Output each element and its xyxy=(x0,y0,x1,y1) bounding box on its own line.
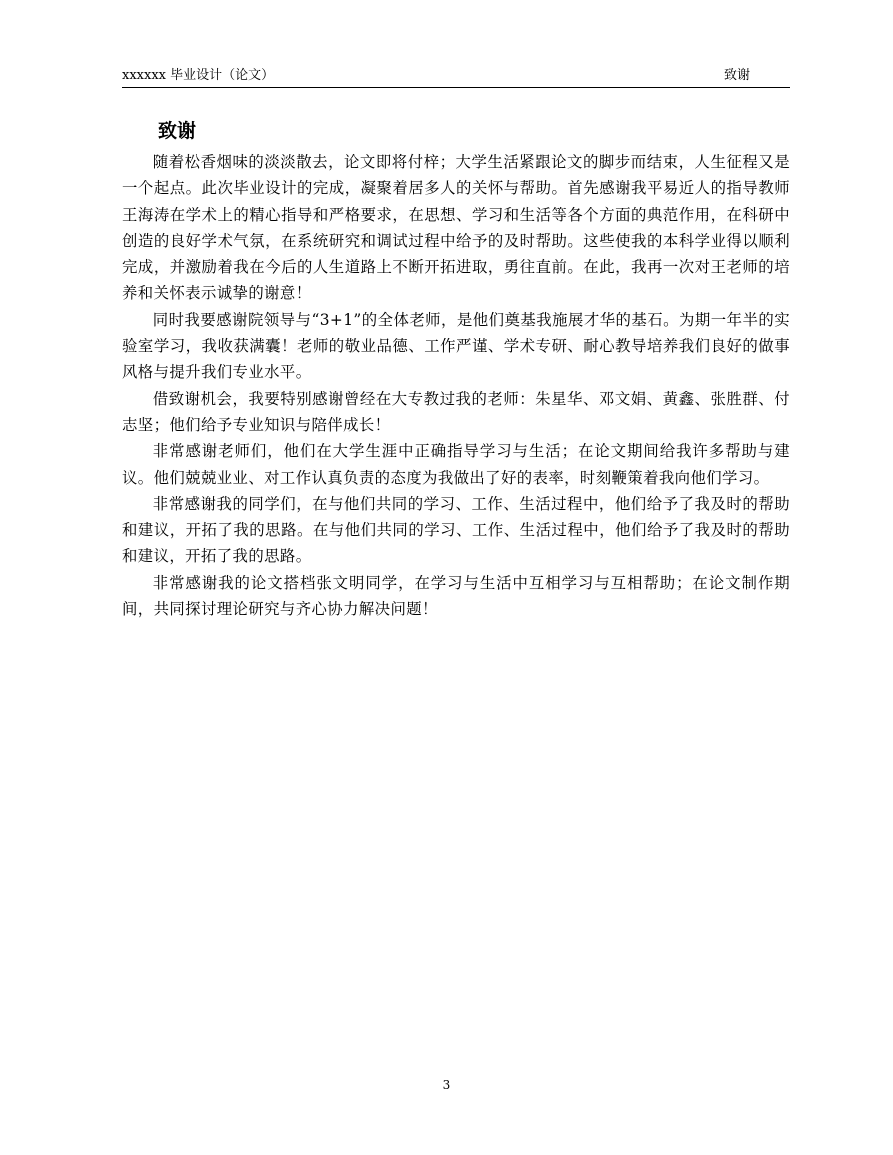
paragraph: 随着松香烟味的淡淡散去，论文即将付梓；大学生活紧跟论文的脚步而结束，人生征程又是一个起点。此次毕业设计的完成，凝聚着居多人的关怀与帮助。首先感谢我平易近人的指导教师王海涛在学术上的精心指导和严格要求，在思想、学习和生活等各个方面的典范作用，在科研中创造的良好学术气氛，在系统研究和调试过程中给予的及时帮助。这些使我的本科学业得以顺利完成，并激励着我在今后的人生道路上不断开拓进取，勇往直前。在此，我再一次对王老师的培养和关怀表示诚挚的谢意！ xyxy=(122,153,790,303)
paragraph: 非常感谢我的同学们，在与他们共同的学习、工作、生活过程中，他们给予了我及时的帮助和建议，开拓了我的思路。在与他们共同的学习、工作、生活过程中，他们给予了我及时的帮助和建议，开拓了我的思路。 xyxy=(122,494,790,566)
header-thesis-title: xxxxxx 毕业设计（论文） xyxy=(122,68,275,83)
paragraph: 非常感谢我的论文搭档张文明同学，在学习与生活中互相学习与互相帮助；在论文制作期间，共同探讨理论研究与齐心协力解决问题！ xyxy=(122,573,790,619)
header-section-title: 致谢 xyxy=(723,68,750,83)
page-number: 3 xyxy=(442,1078,451,1092)
header-rule xyxy=(122,87,790,88)
running-header xyxy=(122,66,790,86)
paragraph: 借致谢机会，我要特别感谢曾经在大专教过我的老师：朱星华、邓文娟、黄鑫、张胜群、付志坚；他们给予专业知识与陪伴成长！ xyxy=(122,389,790,434)
paragraph: 非常感谢老师们，他们在大学生涯中正确指导学习与生活；在论文期间给我许多帮助与建议。他们兢兢业业、对工作认真负责的态度为我做出了好的表率，时刻鞭策着我向他们学习。 xyxy=(122,442,790,487)
page-title: 致谢 xyxy=(158,120,197,142)
paragraph: 同时我要感谢院领导与“3+1”的全体老师，是他们奠基我施展才华的基石。为期一年半的实验室学习，我收获满囊！老师的敬业品德、工作严谨、学术专研、耐心教导培养我们良好的做事风格与提升我们专业水平。 xyxy=(122,310,790,382)
acknowledgement-body xyxy=(122,149,790,622)
